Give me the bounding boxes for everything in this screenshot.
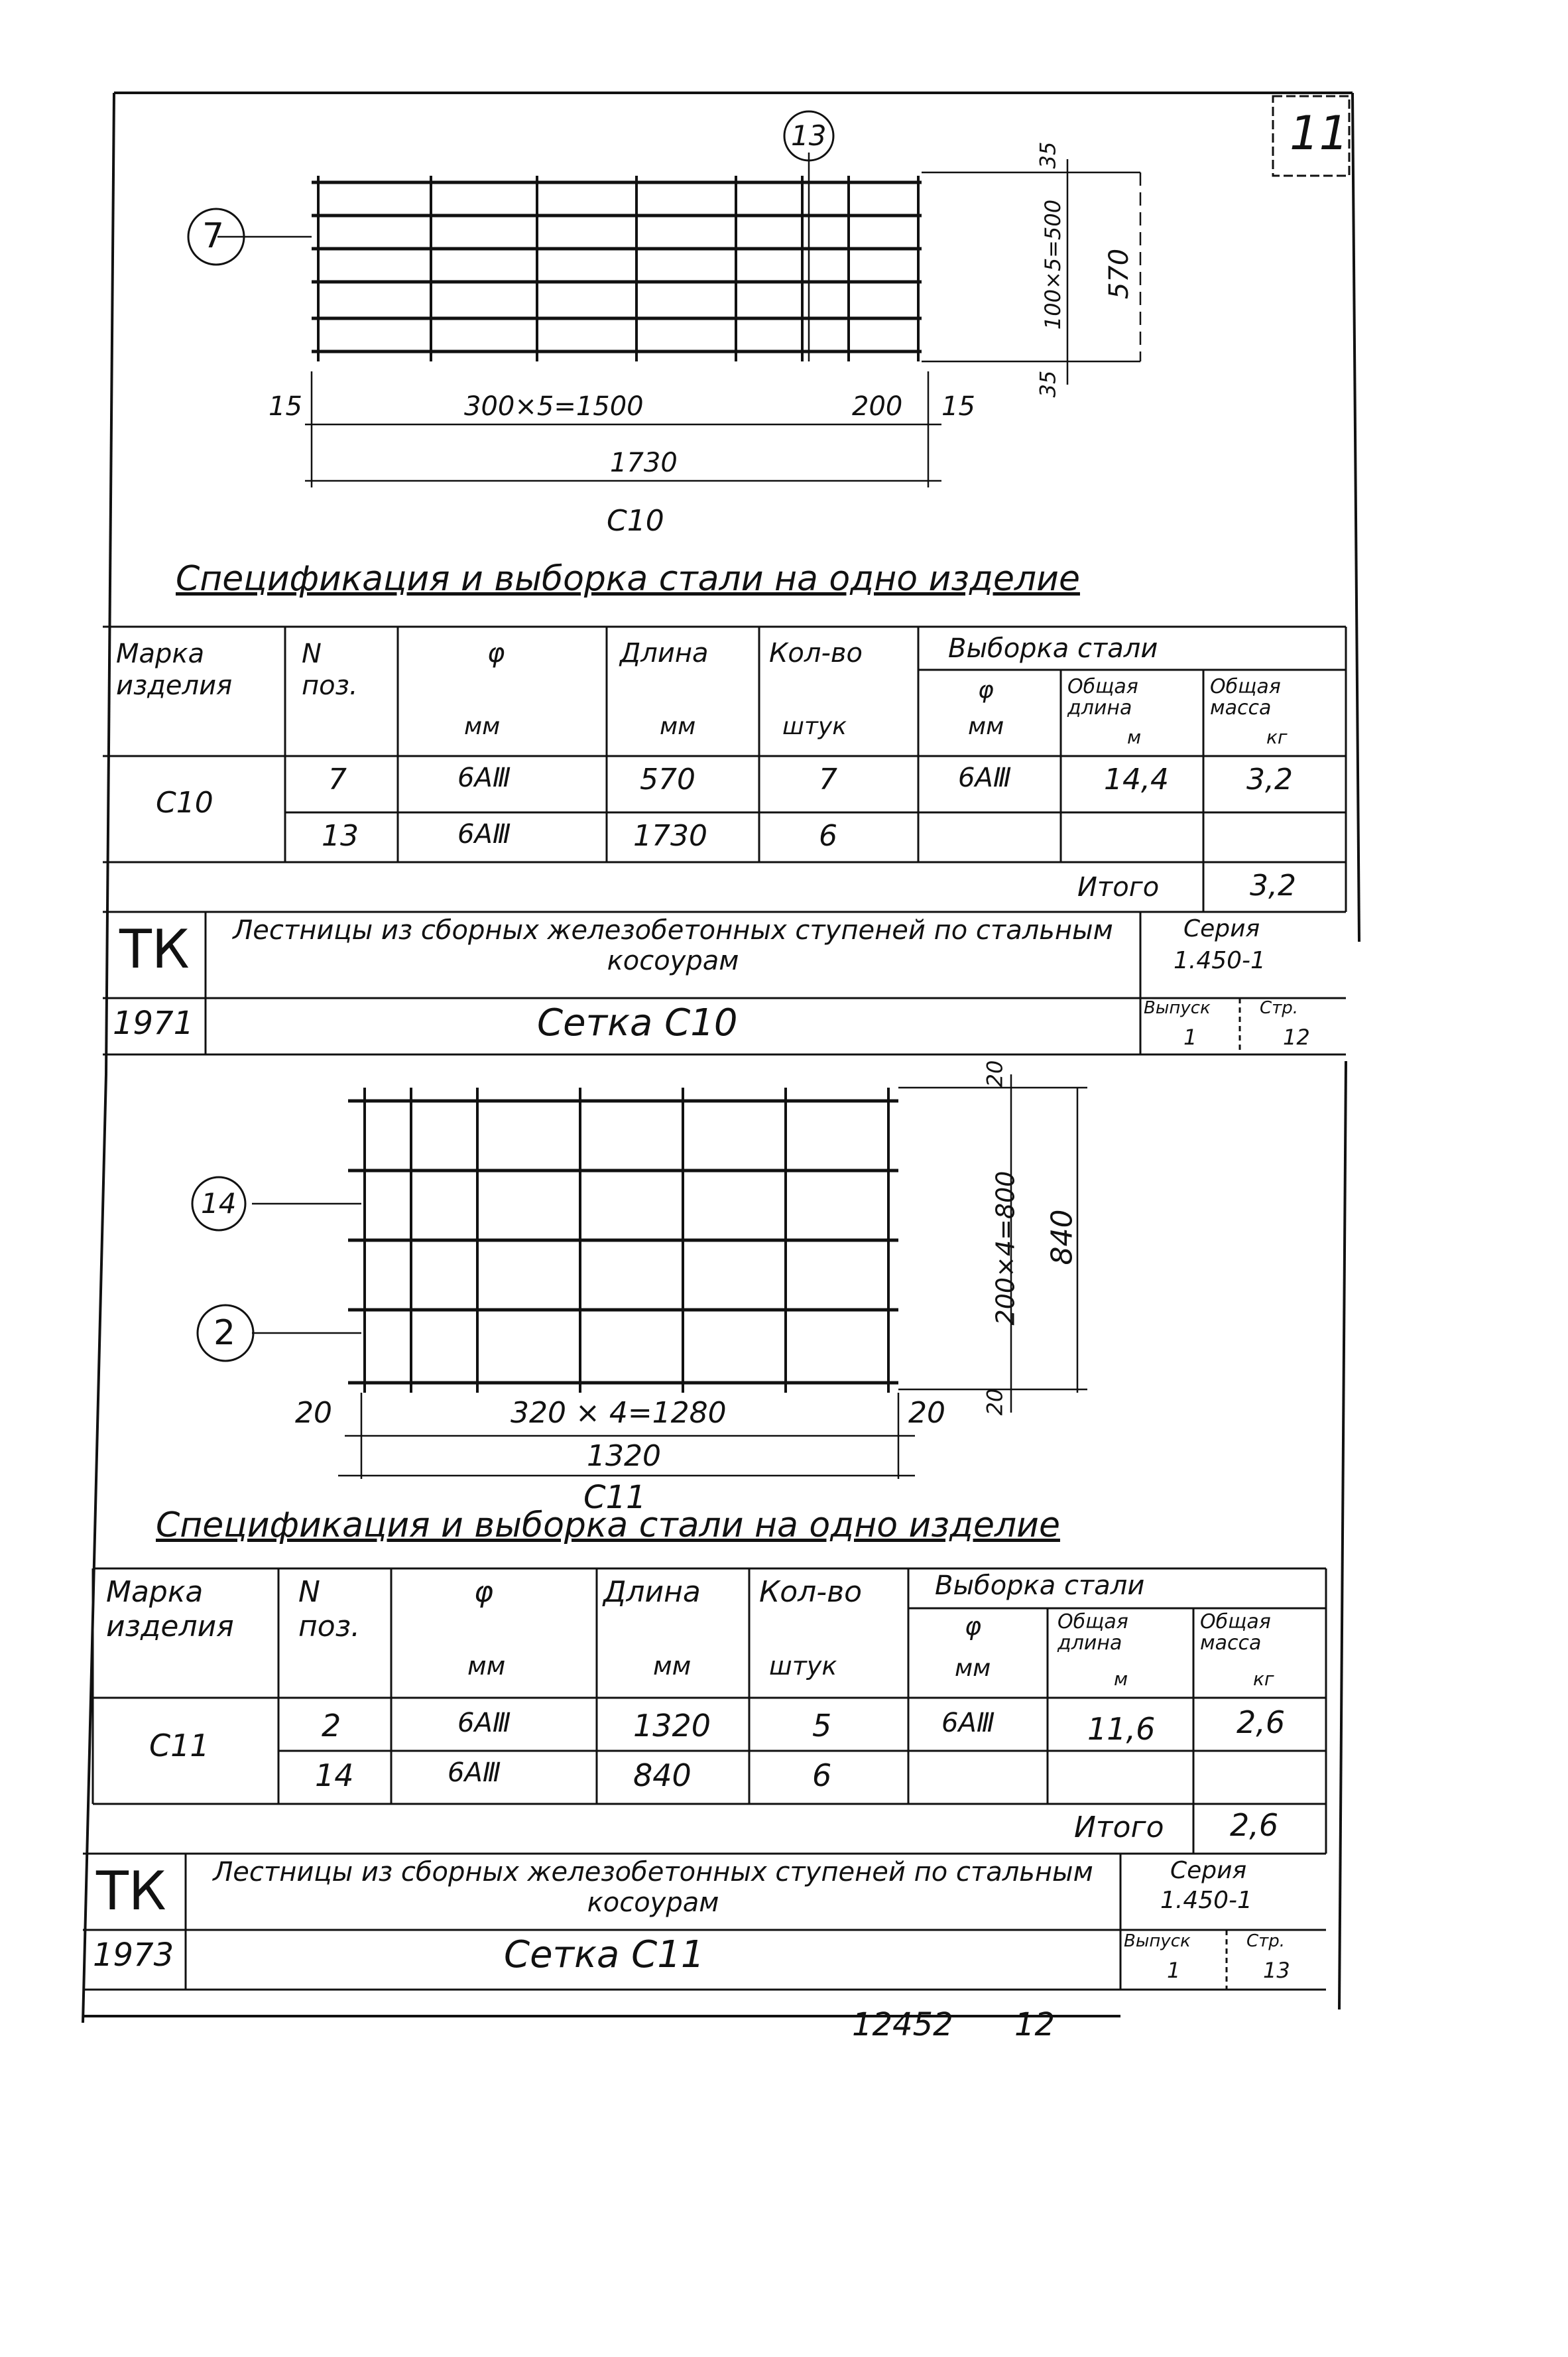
c10-r1-dia: 6АⅢ (457, 763, 511, 793)
c11-dim-right: 20 (908, 1396, 945, 1430)
c11-r1-sel-mass: 2,6 (1236, 1704, 1286, 1740)
c10-h-dia: φ (487, 638, 505, 669)
c11-callout-top: 14 (201, 1187, 237, 1220)
c10-tb-issue-label: Выпуск (1144, 998, 1211, 1018)
c11-tb-series-label: Серия (1170, 1857, 1247, 1884)
c10-dim-v-bottom: 35 (1035, 370, 1061, 398)
c10-h-qty: Кол-во (769, 638, 863, 669)
c10-h-sel-dia-unit: мм (968, 713, 1004, 740)
c11-tb-issue-value: 1 (1167, 1958, 1181, 1983)
c10-r1-qty: 7 (819, 763, 837, 796)
c11-tb-page-value: 13 (1263, 1958, 1290, 1983)
c11-total-label: Итого (1074, 1811, 1164, 1844)
c11-h-dia-unit: мм (467, 1651, 506, 1681)
c11-h-dia: φ (474, 1575, 494, 1609)
c10-h-sel-mass: Общая масса (1210, 675, 1281, 720)
c10-tb-sheet-name: Сетка С10 (537, 1001, 738, 1045)
c10-dim-left: 15 (269, 391, 302, 422)
c11-tb-description: Лестницы из сборных железобетонных ступеней по стальным косоурам (213, 1857, 1093, 1918)
c11-r2-dia: 6АⅢ (448, 1757, 501, 1788)
c11-r2-length: 840 (633, 1757, 692, 1793)
c11-title: C11 (583, 1479, 646, 1516)
c11-spec-title: Спецификация и выборка стали на одно изделие (156, 1505, 1060, 1545)
c10-total-value: 3,2 (1250, 869, 1296, 903)
c10-tb-page-value: 12 (1283, 1025, 1310, 1050)
c10-tb-page-label: Стр. (1260, 998, 1299, 1018)
c10-tb-series-value: 1.450-1 (1174, 947, 1266, 974)
c10-tb-description: Лестницы из сборных железобетонных ступеней по стальным косоурам (233, 915, 1113, 976)
c10-dim-spacing: 300×5=1500 (464, 391, 644, 422)
c11-h-sel-dia-unit: мм (955, 1655, 991, 1682)
c11-tb-page-label: Стр. (1246, 1931, 1286, 1951)
c10-title: C10 (607, 504, 664, 538)
c11-tb-tk: ТК (96, 1860, 166, 1922)
c10-h-selection: Выборка стали (948, 633, 1158, 664)
c11-h-sel-mass: Общая масса (1200, 1610, 1271, 1655)
c11-tb-series-value: 1.450-1 (1160, 1887, 1252, 1914)
c10-r1-pos: 7 (328, 763, 347, 796)
c11-h-length-unit: мм (653, 1651, 692, 1681)
c11-dim-v-total: 840 (1045, 1209, 1079, 1265)
c10-r2-dia: 6АⅢ (457, 819, 511, 850)
c10-h-sel-mass-unit: кг (1266, 726, 1288, 748)
c11-r1-pos: 2 (322, 1708, 341, 1744)
c11-r2-pos: 14 (315, 1757, 354, 1793)
c10-mesh-verticals (318, 176, 918, 361)
c10-h-pos: N поз. (302, 639, 358, 701)
c11-r1-mark: C11 (149, 1728, 210, 1763)
c11-dim-v-spacing: 200×4=800 (991, 1171, 1020, 1326)
c10-r2-length: 1730 (633, 819, 707, 853)
footer-page-number: 12 (1014, 2006, 1055, 2043)
c10-r1-mark: C10 (156, 786, 213, 820)
c10-tb-issue-value: 1 (1183, 1025, 1197, 1050)
c11-h-mark: Марка изделия (106, 1575, 234, 1643)
c11-tb-sheet-name: Сетка С11 (504, 1933, 705, 1976)
c10-r1-sel-length: 14,4 (1104, 763, 1169, 796)
c10-callout-top: 13 (791, 119, 827, 152)
c11-r2-qty: 6 (812, 1757, 832, 1793)
c11-h-qty: Кол-во (759, 1575, 863, 1609)
c11-h-pos: N поз. (298, 1575, 361, 1643)
c11-h-sel-dia: φ (965, 1612, 982, 1641)
c11-r1-sel-length: 11,6 (1087, 1711, 1156, 1747)
c11-dim-v-bottom: 20 (982, 1388, 1008, 1416)
c10-r1-sel-dia: 6АⅢ (958, 763, 1012, 793)
sheet-frame (83, 93, 1359, 2023)
sheet-number: 11 (1290, 106, 1349, 160)
c10-dim-200: 200 (852, 391, 903, 422)
c11-tb-year: 1973 (93, 1937, 174, 1974)
c11-r1-length: 1320 (633, 1708, 711, 1744)
c11-h-selection: Выборка стали (935, 1570, 1145, 1601)
c10-r2-pos: 13 (322, 819, 359, 853)
c11-h-sel-length: Общая длина (1057, 1610, 1128, 1655)
c10-mesh (312, 182, 922, 351)
c11-tb-issue-label: Выпуск (1124, 1931, 1191, 1951)
c10-h-length: Длина (620, 638, 709, 669)
c11-dim-left: 20 (295, 1396, 332, 1430)
c11-h-sel-mass-unit: кг (1253, 1668, 1274, 1690)
c10-dim-total: 1730 (610, 448, 678, 478)
c10-h-qty-unit: штук (782, 713, 847, 740)
c11-dim-v-top: 20 (982, 1060, 1008, 1088)
footer-archive-number: 12452 (852, 2006, 953, 2043)
c10-h-sel-dia: φ (978, 676, 994, 704)
c10-tb-tk: ТК (119, 919, 190, 980)
c11-mesh (348, 1101, 898, 1383)
c10-dim-v-total: 570 (1104, 248, 1135, 300)
c10-h-dia-unit: мм (464, 713, 501, 740)
c11-r1-qty: 5 (812, 1708, 832, 1744)
c10-tb-year: 1971 (113, 1005, 194, 1042)
c10-h-sel-length: Общая длина (1067, 675, 1138, 720)
c10-r1-sel-mass: 3,2 (1246, 763, 1293, 796)
c11-h-sel-length-unit: м (1114, 1668, 1128, 1690)
c11-total-value: 2,6 (1230, 1807, 1279, 1843)
c10-dim-v-spacing: 100×5=500 (1040, 199, 1066, 330)
c11-h-qty-unit: штук (769, 1651, 837, 1681)
c10-r2-qty: 6 (819, 819, 837, 853)
c11-dim-spacing: 320 × 4=1280 (511, 1396, 727, 1430)
c10-total-label: Итого (1077, 872, 1160, 903)
c11-dim-total: 1320 (587, 1439, 661, 1473)
c10-h-length-unit: мм (660, 713, 696, 740)
c10-callout-left: 7 (202, 216, 225, 256)
c10-h-sel-length-unit: м (1127, 726, 1142, 748)
c11-h-length: Длина (603, 1575, 701, 1609)
c10-dim-v-top: 35 (1035, 141, 1061, 169)
c10-tb-series-label: Серия (1183, 915, 1260, 942)
c11-r1-dia: 6АⅢ (457, 1708, 511, 1738)
c10-h-mark: Марка изделия (116, 639, 233, 701)
c10-r1-length: 570 (640, 763, 695, 796)
c11-callout-bottom: 2 (213, 1313, 236, 1353)
c10-dim-right: 15 (941, 391, 975, 422)
c11-r1-sel-dia: 6АⅢ (941, 1708, 995, 1738)
c10-spec-title: Спецификация и выборка стали на одно изделие (176, 559, 1080, 599)
